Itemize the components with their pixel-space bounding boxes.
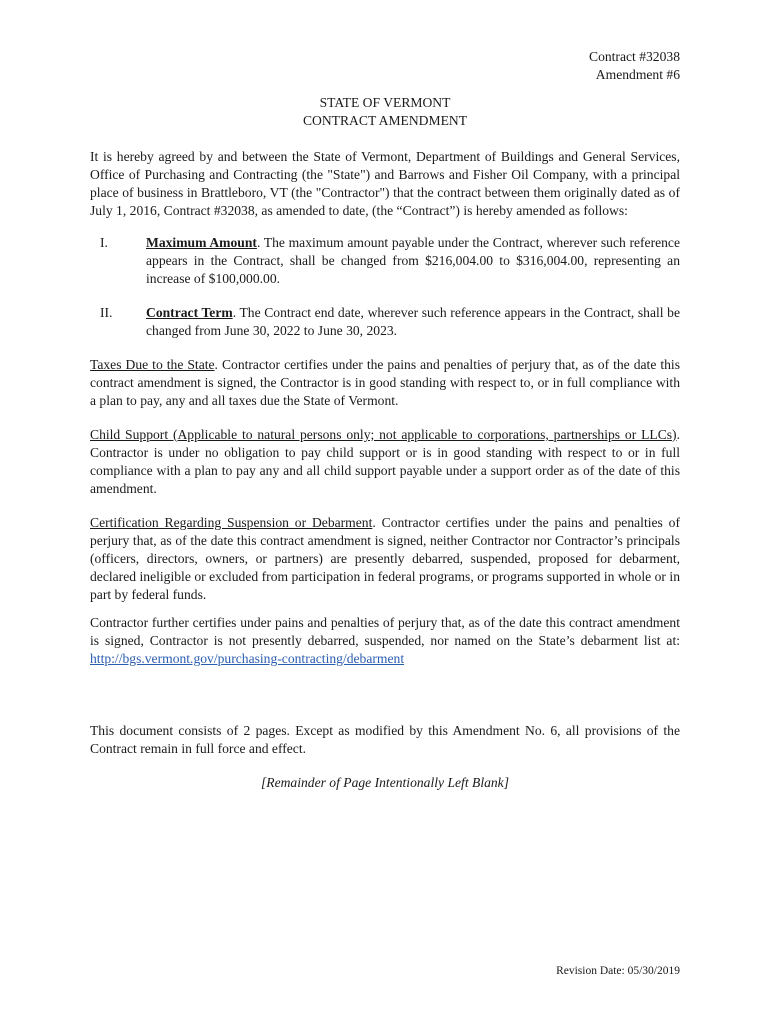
document-title (90, 94, 680, 130)
amendment-item-maximum-amount (90, 234, 680, 288)
item-heading: Contract Term (146, 305, 233, 320)
certification-heading: Certification Regarding Suspension or Debarment (90, 515, 373, 530)
title-line-2: CONTRACT AMENDMENT (302, 113, 467, 128)
contract-header (589, 48, 680, 84)
item-body: . The Contract end date, wherever such reference appears in the Contract, shall be changed from June 30, 2022 to June 30, 2023. (146, 305, 680, 338)
item-text (146, 304, 680, 340)
child-support-paragraph (90, 426, 680, 498)
further-certification-body: Contractor further certifies under pains and penalties of perjury that, as of the date this contract amendment is signed, Contractor is not presently debarred, suspended, nor named on the State’s debarment list at: (90, 615, 680, 648)
item-body: . The maximum amount payable under the Contract, wherever such reference appears in the Contract, shall be changed from $216,004.00 to $316,004.00, representing an increase of $100,000.00. (146, 235, 680, 286)
amendment-number: Amendment #6 (595, 67, 680, 82)
page-count-paragraph: This document consists of 2 pages. Except as modified by this Amendment No. 6, all provisions of the Contract remain in full force and effect. (90, 723, 680, 756)
amendment-item-contract-term (90, 304, 680, 340)
title-line-1: STATE OF VERMONT (319, 95, 451, 110)
item-text (146, 234, 680, 288)
certification-paragraph (90, 514, 680, 604)
contract-number: Contract #32038 (589, 49, 680, 64)
item-numeral: II. (100, 305, 113, 320)
child-support-heading: Child Support (Applicable to natural persons only; not applicable to corporations, partnerships or LLCs) (90, 427, 677, 442)
item-numeral: I. (100, 235, 108, 250)
taxes-body: . Contractor certifies under the pains and penalties of perjury that, as of the date this contract amendment is signed, the Contractor is in good standing with respect to, or in full compliance with a plan to pay, any and all taxes due the State of Vermont. (90, 357, 680, 408)
intro-paragraph: It is hereby agreed by and between the State of Vermont, Department of Buildings and General Services, Office of Purchasing and Contracting (the "State") and Barrows and Fisher Oil Company, with a principal place of business in Brattleboro, VT (the "Contractor") that the contract between them originally dated as of July 1, 2016, Contract #32038, as amended to date, (the “Contract”) is hereby amended as follows: (90, 149, 680, 218)
remainder-notice: [Remainder of Page Intentionally Left Blank] (260, 775, 510, 790)
item-heading: Maximum Amount (146, 235, 257, 250)
taxes-paragraph (90, 356, 680, 410)
further-certification-paragraph (90, 614, 680, 668)
revision-date: Revision Date: 05/30/2019 (556, 965, 680, 977)
child-support-body: . Contractor is under no obligation to pay child support or is in good standing with respect to or in full compliance with a plan to pay any and all child support payable under a support order as of the date of this amendment. (90, 427, 680, 496)
document-body (90, 148, 680, 792)
taxes-heading: Taxes Due to the State (90, 357, 215, 372)
debarment-list-link[interactable]: http://bgs.vermont.gov/purchasing-contracting/debarment (90, 651, 405, 666)
certification-body: . Contractor certifies under the pains and penalties of perjury that, as of the date this contract amendment is signed, neither Contractor nor Contractor’s principals (officers, directors, owners, or partners) are presently debarred, suspended, proposed for debarment, declared ineligible or excluded from participation in federal programs, or programs supported in whole or in part by federal funds. (90, 515, 680, 602)
